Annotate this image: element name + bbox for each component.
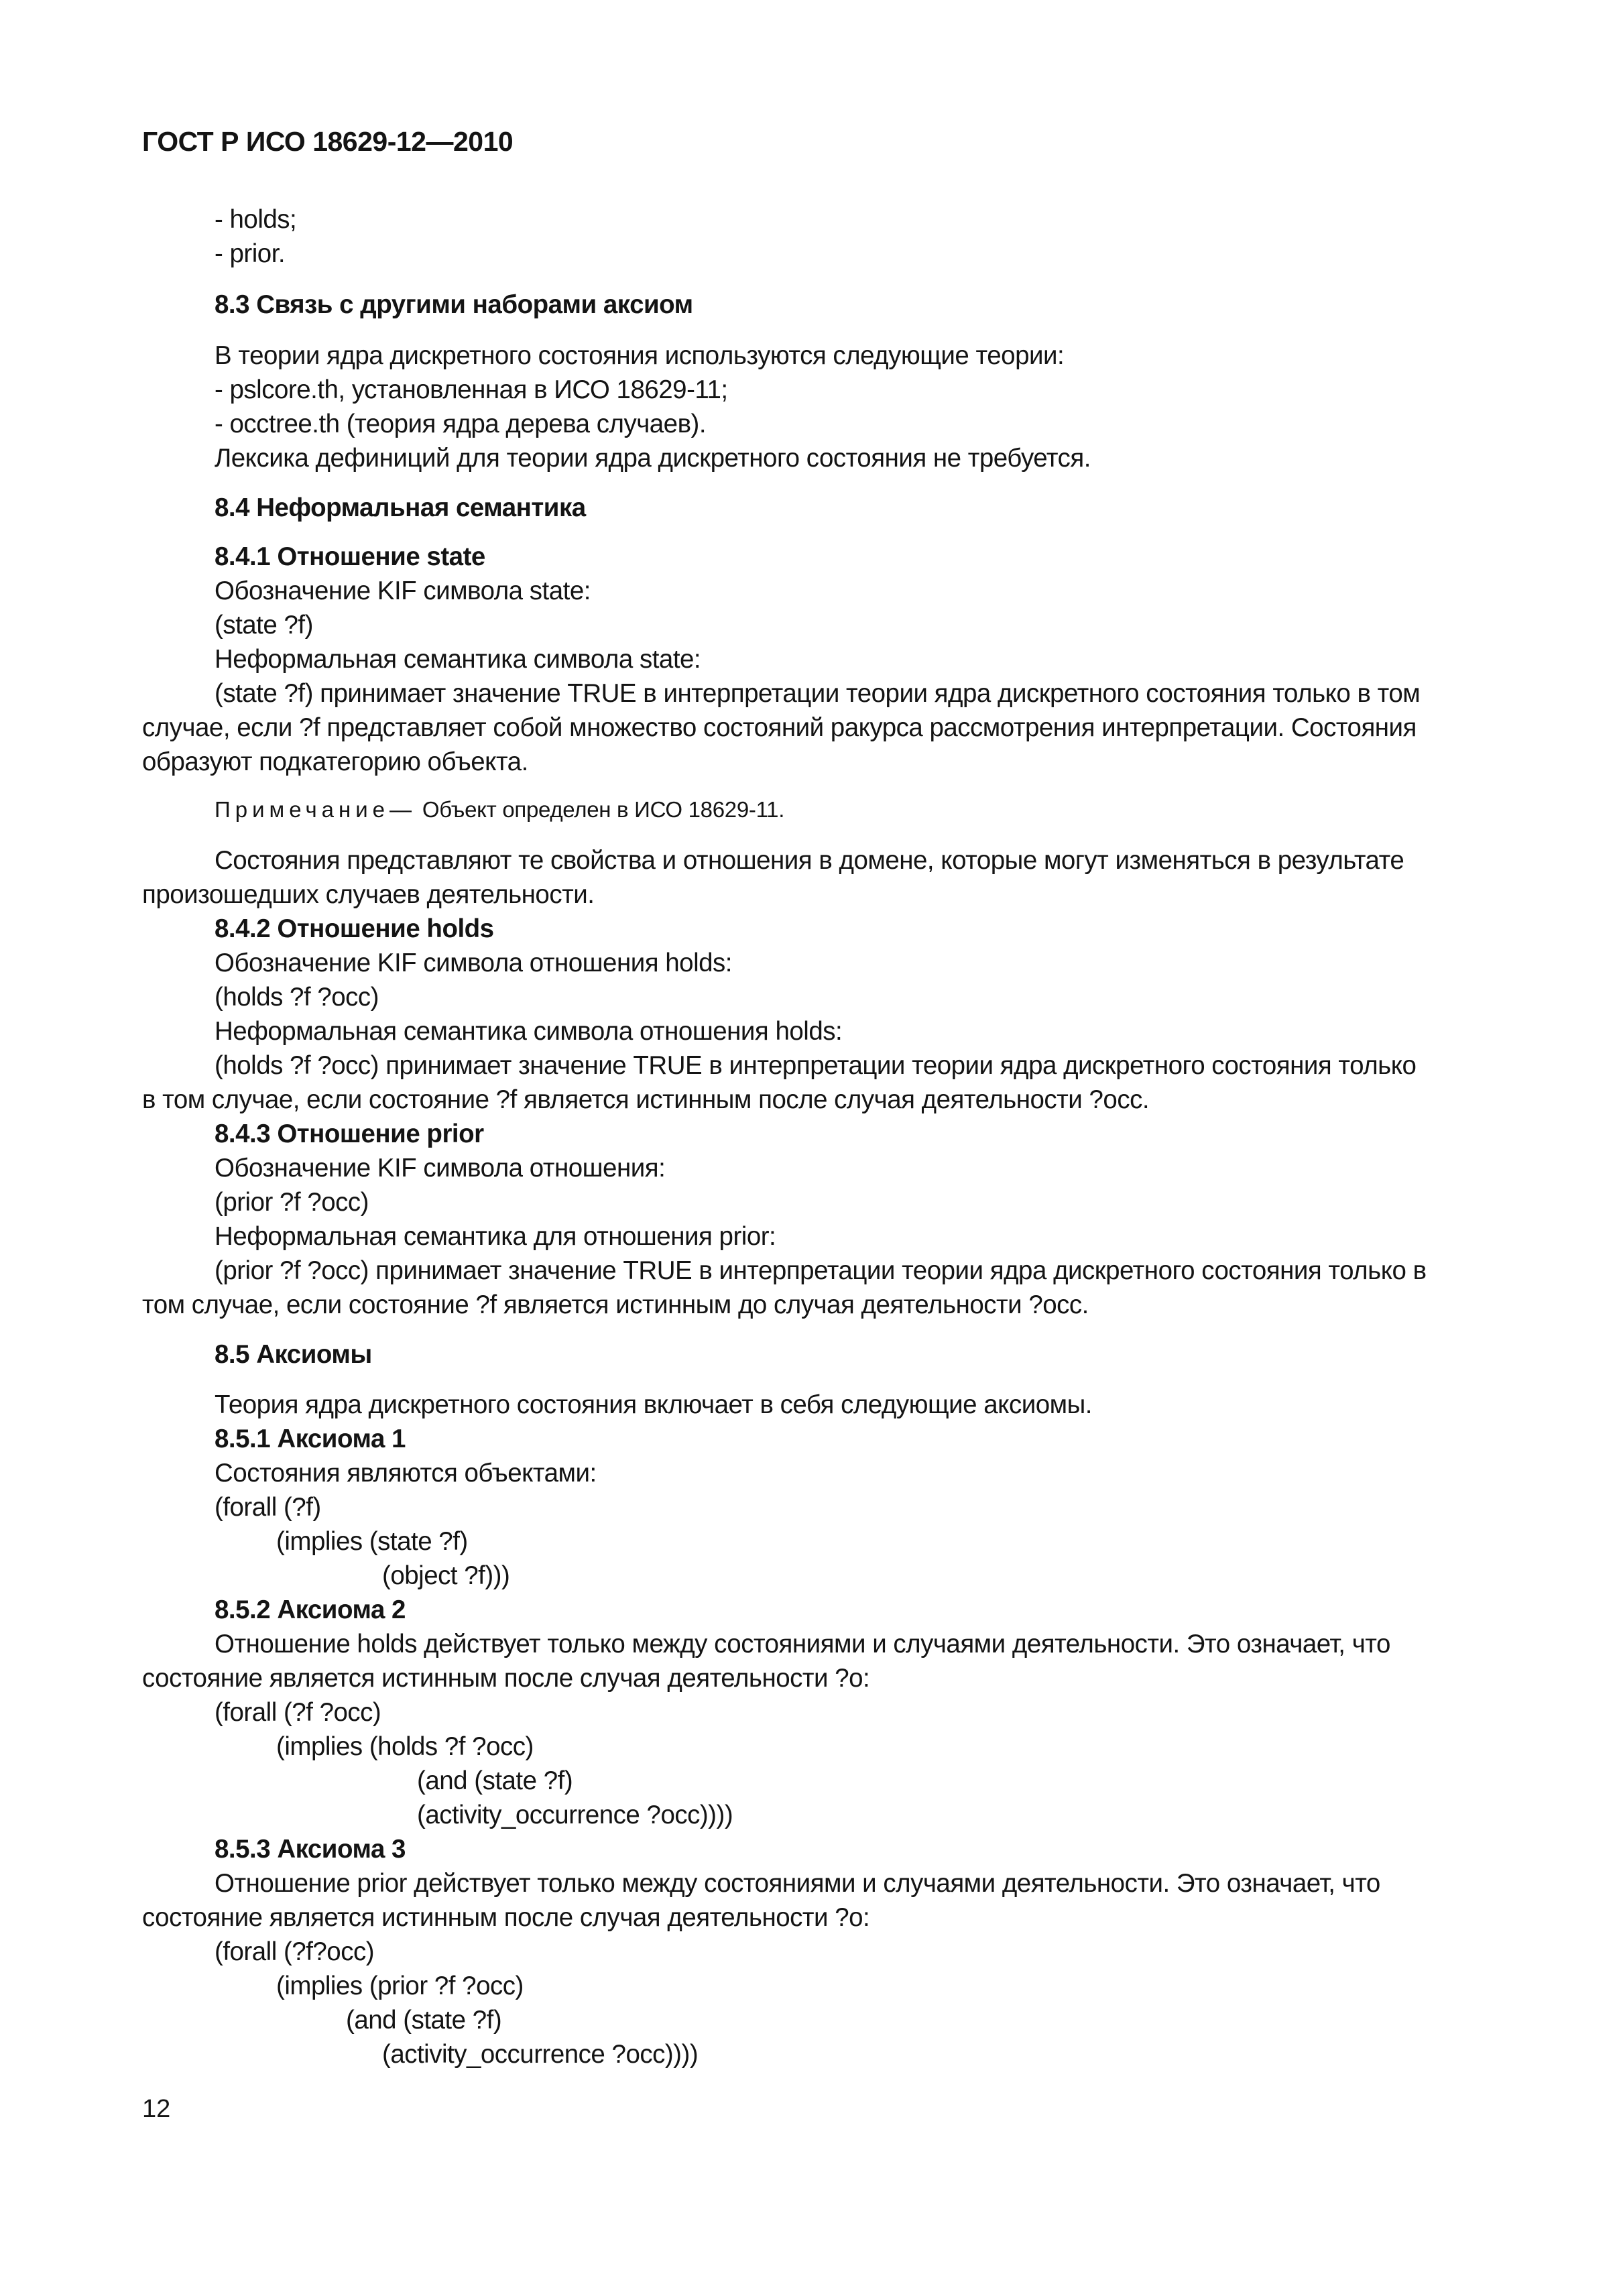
list-item: - occtree.th (теория ядра дерева случаев). <box>215 410 707 438</box>
paragraph-line: состояние является истинным после случая деятельности ?o: <box>142 1664 870 1693</box>
paragraph-line: Отношение prior действует только между состояниями и случаями деятельности. Это означает, что <box>215 1869 1380 1898</box>
note <box>215 798 784 821</box>
paragraph-line: Обозначение KIF символа state: <box>215 577 591 605</box>
page-header: ГОСТ Р ИСО 18629-12—2010 <box>142 126 514 157</box>
paragraph-line: Обозначение KIF символа отношения holds: <box>215 949 732 977</box>
code-line: (implies (prior ?f ?occ) <box>276 1972 524 2000</box>
paragraph-line: Лексика дефиниций для теории ядра дискретного состояния не требуется. <box>215 444 1091 473</box>
paragraph-line: Обозначение KIF символа отношения: <box>215 1154 666 1183</box>
paragraph-line: (state ?f) принимает значение TRUE в интерпретации теории ядра дискретного состояния только в том <box>215 679 1421 708</box>
paragraph-line: случае, если ?f представляет собой множество состояний ракурса рассмотрения интерпретации. Состояния <box>142 713 1417 742</box>
subsection-heading: 8.5.2 Аксиома 2 <box>215 1595 406 1624</box>
paragraph-line: Неформальная семантика символа state: <box>215 645 701 674</box>
subsection-heading: 8.4.2 Отношение holds <box>215 914 494 943</box>
paragraph-line: Отношение holds действует только между состояниями и случаями деятельности. Это означает, что <box>215 1630 1390 1658</box>
paragraph-line: (prior ?f ?occ) принимает значение TRUE в интерпретации теории ядра дискретного состояния только в <box>215 1256 1427 1285</box>
paragraph-line: том случае, если состояние ?f является истинным до случая деятельности ?occ. <box>142 1290 1089 1319</box>
list-item: - holds; <box>215 205 297 234</box>
subsection-heading: 8.5.1 Аксиома 1 <box>215 1425 406 1453</box>
code-line: (holds ?f ?occ) <box>215 983 379 1012</box>
paragraph-line: состояние является истинным после случая деятельности ?o: <box>142 1903 870 1932</box>
section-heading: 8.3 Связь с другими наборами аксиом <box>215 290 693 319</box>
code-line: (forall (?f?occ) <box>215 1937 375 1966</box>
code-line: (implies (holds ?f ?occ) <box>276 1732 534 1761</box>
paragraph-line: Неформальная семантика для отношения prior: <box>215 1222 776 1251</box>
code-line: (object ?f))) <box>382 1561 510 1590</box>
paragraph-line: образуют подкатегорию объекта. <box>142 747 528 776</box>
list-item: - pslcore.th, установленная в ИСО 18629-11; <box>215 375 728 404</box>
paragraph-line: Состояния являются объектами: <box>215 1459 597 1488</box>
subsection-heading: 8.4.1 Отношение state <box>215 542 485 571</box>
paragraph-line: в том случае, если состояние ?f является истинным после случая деятельности ?occ. <box>142 1085 1150 1114</box>
code-line: (and (state ?f) <box>346 2006 502 2035</box>
code-line: (forall (?f) <box>215 1493 321 1522</box>
subsection-heading: 8.5.3 Аксиома 3 <box>215 1835 406 1864</box>
code-line: (activity_occurrence ?occ)))) <box>417 1801 733 1829</box>
note-text: Объект определен в ИСО 18629-11. <box>422 797 785 822</box>
code-line: (state ?f) <box>215 611 313 640</box>
paragraph-line: произошедших случаев деятельности. <box>142 880 595 909</box>
code-line: (and (state ?f) <box>417 1766 573 1795</box>
section-heading: 8.5 Аксиомы <box>215 1340 372 1369</box>
section-heading: 8.4 Неформальная семантика <box>215 493 586 522</box>
subsection-heading: 8.4.3 Отношение prior <box>215 1120 484 1148</box>
note-label: Примечание— <box>215 797 417 822</box>
code-line: (forall (?f ?occ) <box>215 1698 381 1727</box>
paragraph-line: Состояния представляют те свойства и отношения в домене, которые могут изменяться в результате <box>215 846 1404 875</box>
paragraph-line: Теория ядра дискретного состояния включает в себя следующие аксиомы. <box>215 1390 1092 1419</box>
list-item: - prior. <box>215 239 286 268</box>
code-line: (prior ?f ?occ) <box>215 1188 369 1217</box>
code-line: (implies (state ?f) <box>276 1527 468 1556</box>
code-line: (activity_occurrence ?occ)))) <box>382 2040 699 2069</box>
paragraph-line: (holds ?f ?occ) принимает значение TRUE в интерпретации теории ядра дискретного состояния только <box>215 1051 1417 1080</box>
page-number: 12 <box>142 2095 171 2123</box>
paragraph-line: В теории ядра дискретного состояния используются следующие теории: <box>215 341 1065 370</box>
paragraph-line: Неформальная семантика символа отношения holds: <box>215 1017 843 1046</box>
